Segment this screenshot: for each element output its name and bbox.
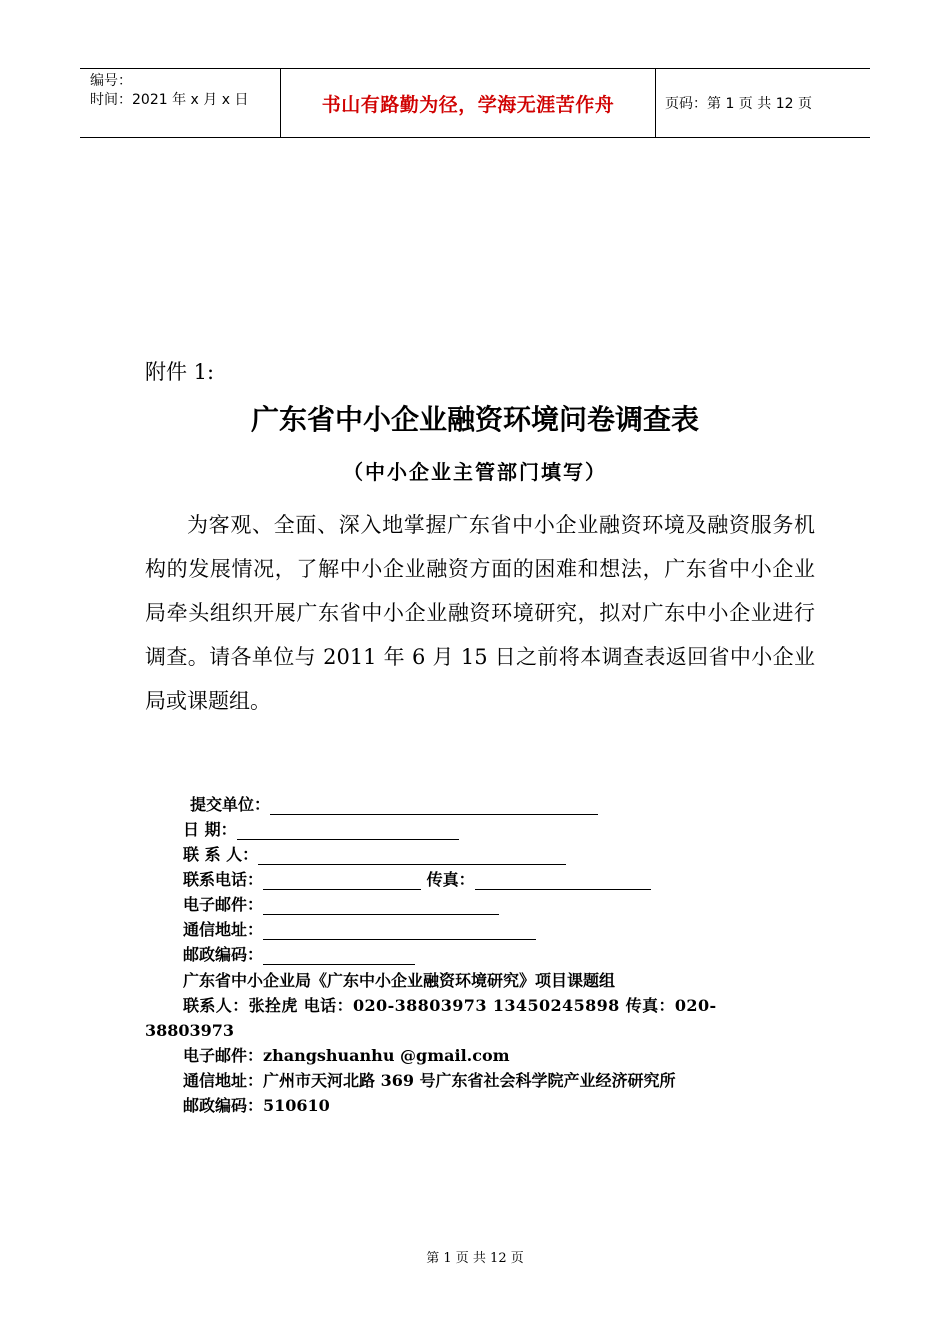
form-row-date	[145, 817, 815, 842]
phone-field[interactable]	[263, 872, 421, 890]
project-contact-line: 联系人：张拴虎 电话：020-38803973 13450245898 传真：020-	[183, 996, 717, 1015]
form-row-postcode	[145, 942, 815, 967]
fax-label: 传真：	[426, 870, 475, 889]
date-field[interactable]	[237, 822, 459, 840]
project-fax-continuation: 38803973	[145, 1021, 235, 1040]
header-motto-cell	[280, 69, 656, 137]
document-title: 广东省中小企业融资环境问卷调查表	[250, 403, 699, 436]
form-row-address	[145, 917, 815, 942]
unit-field[interactable]	[270, 797, 598, 815]
project-contact-block	[145, 968, 810, 1118]
header-number: 编号：	[90, 73, 132, 89]
project-group: 广东省中小企业局《广东中小企业融资环境研究》项目课题组	[183, 971, 616, 990]
unit-label: 提交单位：	[190, 795, 271, 814]
date-label: 日 期：	[183, 820, 237, 839]
address-label: 通信地址：	[183, 920, 264, 939]
phone-label: 联系电话：	[183, 870, 264, 889]
contact-field[interactable]	[258, 847, 566, 865]
form-row-email	[145, 892, 815, 917]
submission-form	[145, 792, 815, 967]
header-motto: 书山有路勤为径，学海无涯苦作舟	[321, 93, 615, 116]
header-meta	[80, 69, 280, 137]
form-row-unit	[145, 792, 815, 817]
address-field[interactable]	[263, 922, 536, 940]
form-row-phone	[145, 867, 815, 892]
header-time: 时间：2021 年 x 月 x 日	[90, 92, 249, 108]
page-footer: 第 1 页 共 12 页	[426, 1251, 524, 1266]
intro-paragraph: 为客观、全面、深入地掌握广东省中小企业融资环境及融资服务机构的发展情况，了解中小企业融资方面的困难和想法，广东省中小企业局牵头组织开展广东省中小企业融资环境研究，拟对广东中小企业进行调查。请各单位与 2011 年 6 月 15 日之前将本调查表返回省中小企业局或课题组。	[145, 513, 815, 713]
contact-label: 联 系 人：	[183, 845, 259, 864]
email-label: 电子邮件：	[183, 895, 264, 914]
page-header	[80, 68, 870, 138]
attachment-label: 附件 1:	[145, 360, 215, 384]
document-subtitle: （中小企业主管部门填写）	[343, 460, 607, 484]
postcode-label: 邮政编码：	[183, 945, 264, 964]
email-field[interactable]	[263, 897, 499, 915]
form-row-contact	[145, 842, 815, 867]
project-address: 通信地址：广州市天河北路 369 号广东省社会科学院产业经济研究所	[183, 1071, 676, 1090]
postcode-field[interactable]	[263, 947, 415, 965]
project-postcode: 邮政编码：510610	[183, 1096, 330, 1115]
fax-field[interactable]	[475, 872, 651, 890]
header-page-number: 页码：第 1 页 共 12 页	[665, 96, 812, 112]
project-email: 电子邮件：zhangshuanhu @gmail.com	[183, 1046, 510, 1065]
